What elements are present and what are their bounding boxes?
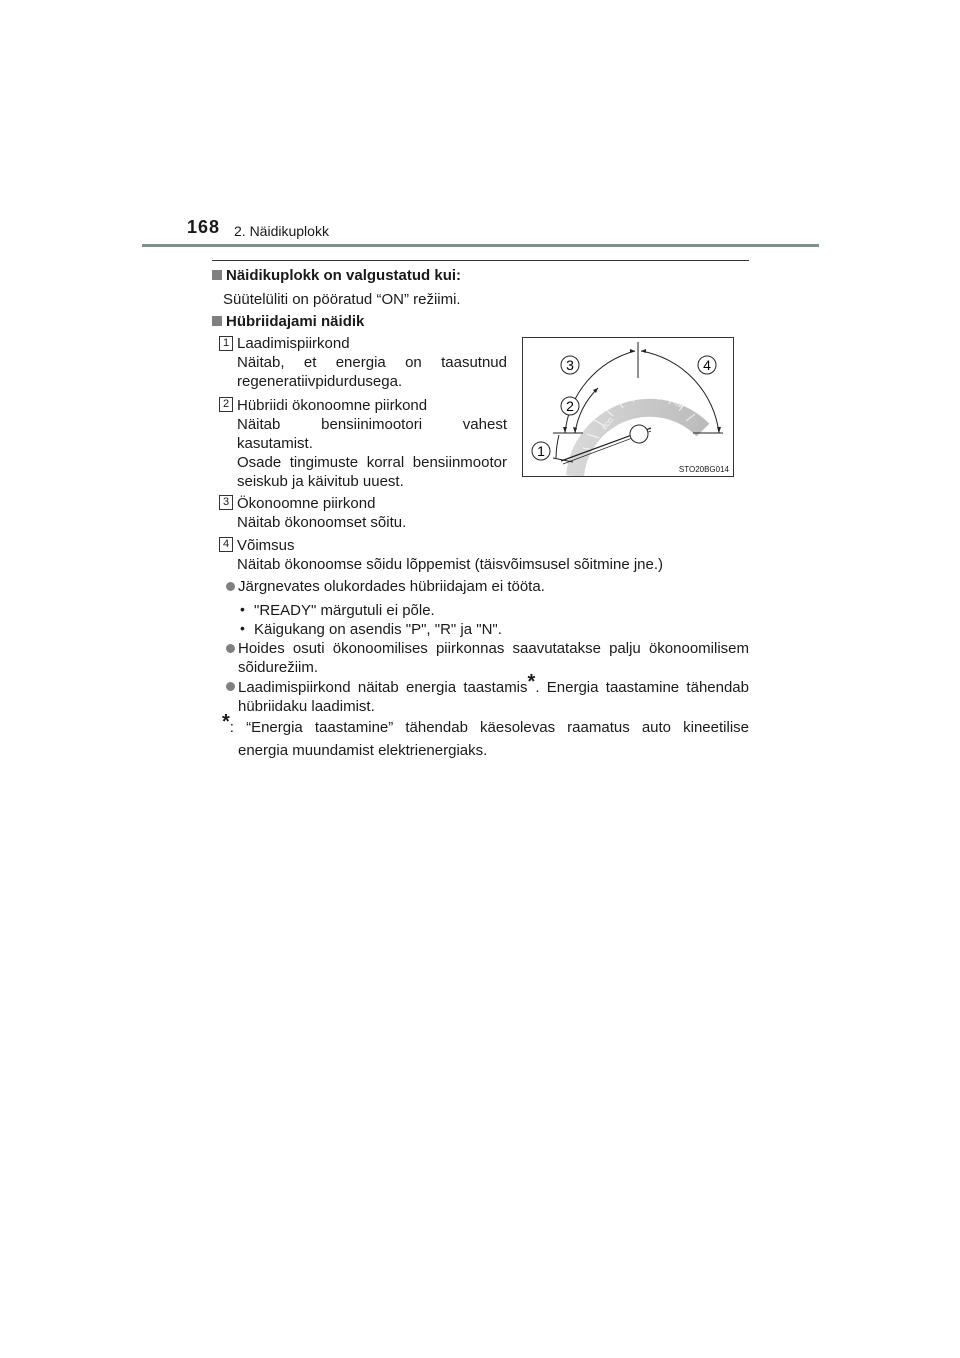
item-desc: regeneratiivpidurdusega.: [237, 373, 403, 390]
item-title: Laadimispiirkond: [237, 335, 350, 352]
item-number-4: 4: [219, 537, 233, 552]
chapter-title: 2. Näidikuplokk: [234, 223, 329, 239]
illumination-text: Süütelüliti on pööratud “ON” režiimi.: [223, 291, 461, 308]
item-desc: Näitab, et energia on taasutnud: [237, 354, 507, 371]
hybrid-gauge-illustration: [523, 338, 733, 476]
note-sub-2: Käigukang on asendis "P", "R" ja "N".: [254, 621, 502, 638]
footnote-continuation: energia muundamist elektrienergiaks.: [238, 742, 488, 759]
section-heading-hybrid-indicator: Hübriidajami näidik: [212, 312, 364, 331]
item-hybrid-eco-zone: [237, 396, 507, 491]
item-eco-zone: [237, 494, 406, 532]
callout-4: 4: [703, 357, 711, 373]
item-title: Võimsus: [237, 537, 295, 554]
section-heading-illumination: Näidikuplokk on valgustatud kui:: [212, 266, 461, 285]
header-rule: [142, 244, 819, 247]
item-number-1: 1: [219, 336, 233, 351]
note-bullet-3: Laadimispiirkond näitab energia taastamis*. Energia taastamine tähendab hübriidaku laadimist.: [238, 671, 749, 715]
item-desc: Näitab ökonoomse sõidu lõppemist (täisvõimsusel sõitmine jne.): [237, 556, 664, 573]
round-bullet-icon: [226, 582, 235, 591]
footnote-star: *: [222, 711, 230, 733]
note-sub-1: "READY" märgutuli ei põle.: [254, 602, 435, 619]
note-bullet-2: Hoides osuti ökonoomilises piirkonnas saavutatakse palju ökonoomilisem sõidurežiim.: [238, 640, 749, 676]
zone-arc-charge: [556, 435, 559, 458]
gauge-label-chg: CHG: [587, 452, 597, 467]
footnote-star: *: [527, 671, 536, 693]
round-bullet-icon: [226, 644, 235, 653]
item-power-zone: [237, 536, 663, 574]
callout-3: 3: [566, 357, 574, 373]
item-title: Ökonoomne piirkond: [237, 495, 376, 512]
gauge-label-eco: ECO: [601, 417, 615, 432]
item-charge-zone: [237, 334, 507, 391]
item-desc: Näitab bensiinimootori vahest: [237, 416, 507, 433]
small-bullet-icon: •: [240, 601, 245, 617]
callout-2: 2: [566, 398, 574, 414]
footnote: *: “Energia taastamine” tähendab käesolevas raamatus auto kineetilise: [222, 711, 749, 736]
round-bullet-icon: [226, 682, 235, 691]
gauge-label-power: POWER: [661, 392, 684, 411]
figure-code: STO20BG014: [678, 465, 729, 474]
item-desc: Osade tingimuste korral bensiinmootor: [237, 454, 507, 471]
item-desc: Näitab ökonoomset sõitu.: [237, 514, 407, 531]
item-number-3: 3: [219, 495, 233, 510]
square-bullet-icon: [212, 270, 222, 280]
hybrid-indicator-figure: [522, 337, 734, 477]
item-title: Hübriidi ökonoomne piirkond: [237, 397, 428, 414]
square-bullet-icon: [212, 316, 222, 326]
item-desc: kasutamist.: [237, 435, 313, 452]
page-number: 168: [187, 217, 221, 237]
callout-1: 1: [537, 443, 545, 459]
item-desc: seiskub ja käivitub uuest.: [237, 473, 404, 490]
small-bullet-icon: •: [240, 620, 245, 636]
section-rule: [212, 260, 749, 261]
note-bullet-1: Järgnevates olukordades hübriidajam ei tööta.: [238, 578, 545, 595]
item-number-2: 2: [219, 397, 233, 412]
